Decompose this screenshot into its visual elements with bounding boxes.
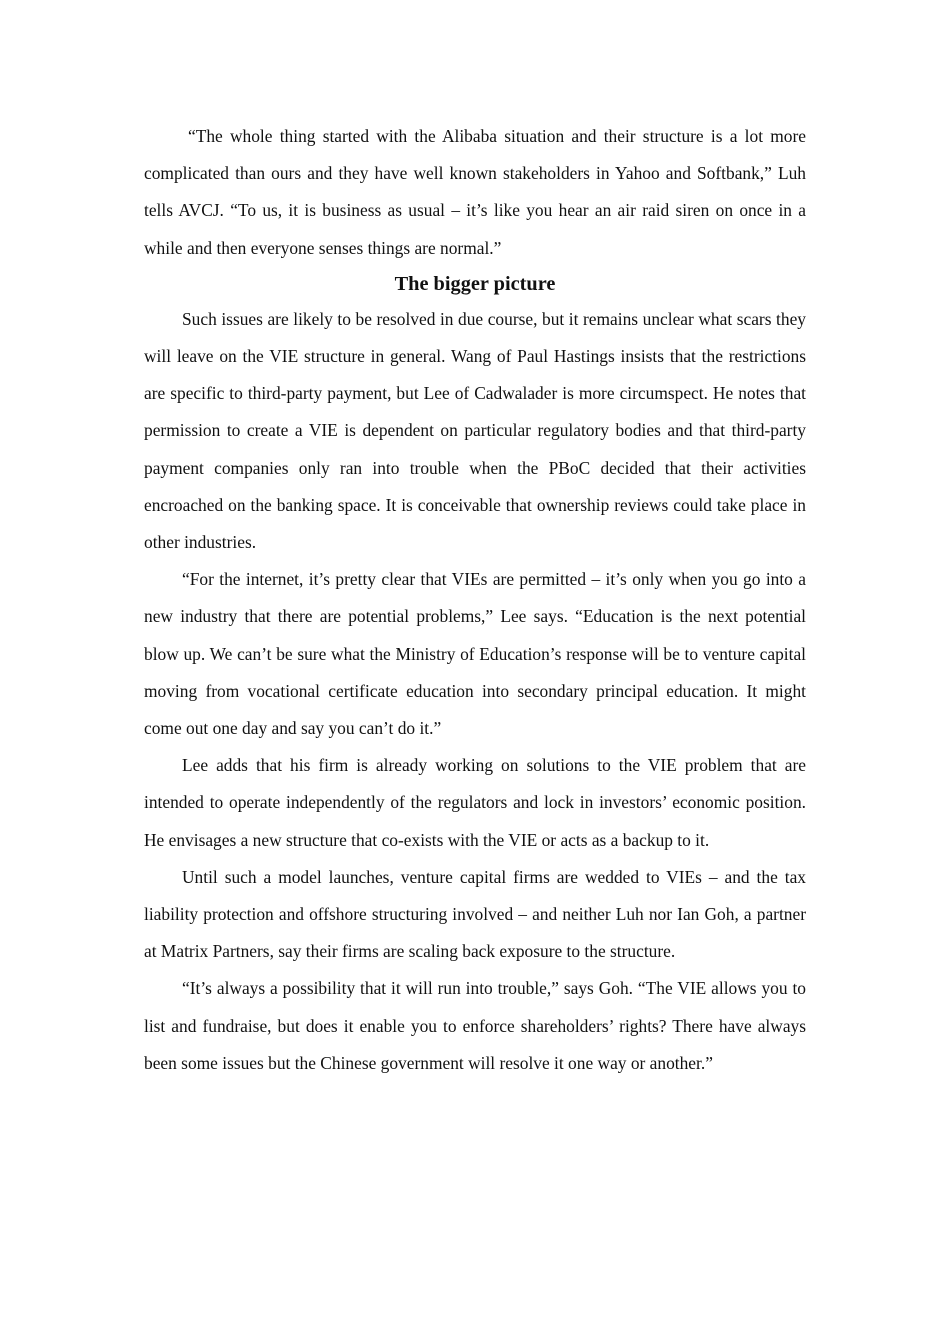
paragraph-lee-education: “For the internet, it’s pretty clear that VIEs are permitted – it’s only when you go into a new industry that there are potential problems,” Lee says. “Education is the next potential blow up. We can’t be sure what the Ministry of Education’s response will be to venture capital moving from vocational certificate education into secondary principal education. It might come out one day and say you can’t do it.” [144,569,806,739]
article-body [144,118,806,1082]
paragraph-lee-solutions: Lee adds that his firm is already working on solutions to the VIE problem that are intended to operate independently of the regulators and lock in investors’ economic position. He envisages a new structure that co-exists with the VIE or acts as a backup to it. [144,755,806,850]
paragraph-vie-scars: Such issues are likely to be resolved in due course, but it remains unclear what scars they will leave on the VIE structure in general. Wang of Paul Hastings insists that the restrictions are specific to third-party payment, but Lee of Cadwalader is more circumspect. He notes that permission to create a VIE is dependent on particular regulatory bodies and that third-party payment companies only ran into trouble when the PBoC decided that their activities encroached on the banking space. It is conceivable that ownership reviews could take place in other industries. [144,308,806,553]
paragraph-goh-quote: “It’s always a possibility that it will run into trouble,” says Goh. “The VIE allows you to list and fundraise, but does it enable you to enforce shareholders’ rights? There have always been some issues but the Chinese government will resolve it one way or another.” [144,978,806,1073]
section-heading: The bigger picture [394,272,556,295]
paragraph-venture-capital: Until such a model launches, venture capital firms are wedded to VIEs – and the tax liability protection and offshore structuring involved – and neither Luh nor Ian Goh, a partner at Matrix Partners, say their firms are scaling back exposure to the structure. [144,866,806,962]
paragraph-luh-quote: “The whole thing started with the Alibaba situation and their structure is a lot more complicated than ours and they have well known stakeholders in Yahoo and Softbank,” Luh tells AVCJ. “To us, it is business as usual – it’s like you hear an air raid siren on once in a while and then everyone senses things are normal.” [144,126,806,258]
